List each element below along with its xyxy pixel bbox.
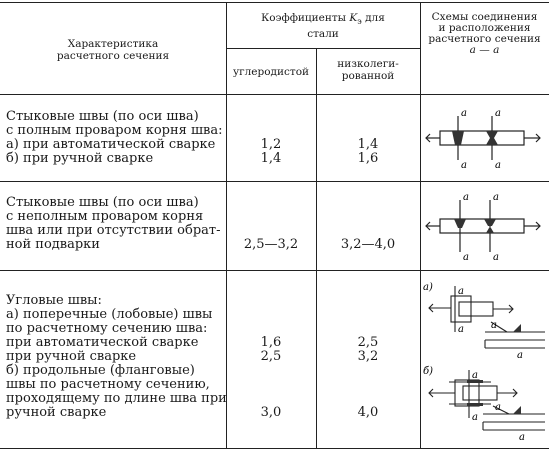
section-label-a: a: [461, 160, 467, 171]
scheme-tag-b: б): [423, 366, 434, 377]
row1-lowalloy-values: 1,4 1,6: [357, 137, 379, 166]
row3-lowalloy-values: 2,5 3,2 4,0: [357, 335, 379, 420]
section-label-a: a: [493, 252, 499, 263]
row3-description: Угловые швы: а) поперечные (лобовые) швы по расчетному сечению шва: при автоматической сварке при ручной сварке б) продольные (фланговые) швы по расчетному сечению, проходящему по длине шва при ручной сварке: [6, 293, 227, 420]
section-label-a: a: [458, 324, 464, 335]
row-divider-1: [0, 181, 549, 182]
butt-weld-full-penetration-diagram: [424, 98, 544, 178]
section-label-a: a: [495, 108, 501, 119]
row2-carbon-values: 2,5—3,2: [243, 237, 299, 252]
section-label-a: a: [493, 192, 499, 203]
header-bottom-border: [0, 94, 549, 95]
header-coefficients: Коэффициенты $K_э$ для стали: [261, 12, 385, 41]
section-label-a: a: [461, 108, 467, 119]
header-schemes: Схемы соединения и расположения расчетного сечения а — а: [428, 11, 541, 56]
row1-carbon-values: 1,2 1,4: [260, 137, 282, 166]
section-label-a: a: [491, 320, 497, 331]
row3-carbon-values: 1,6 2,5 3,0: [260, 335, 282, 420]
table-bottom-border: [0, 448, 549, 449]
section-label-a: a: [495, 402, 501, 413]
row1-description: Стыковые швы (по оси шва) с полным проваром корня шва: а) при автоматической сварке б) при ручной сварке: [6, 109, 223, 166]
section-label-a: a: [472, 412, 478, 423]
section-label-a: a: [472, 370, 478, 381]
header-divider-coef: [226, 48, 420, 49]
fillet-weld-diagrams: [421, 274, 549, 446]
section-label-a: a: [463, 252, 469, 263]
header-characteristic: Характеристика расчетного сечения: [56, 38, 170, 62]
table-top-border: [0, 2, 549, 3]
section-label-a: a: [458, 286, 464, 297]
butt-weld-incomplete-penetration-diagram: [424, 186, 544, 266]
section-label-a: a: [463, 192, 469, 203]
scheme-tag-a: а): [423, 282, 433, 293]
header-lowalloy-steel: низколеги- рованной: [337, 58, 399, 82]
section-label-a: a: [495, 160, 501, 171]
section-label-a: a: [517, 350, 523, 361]
header-carbon-steel: углеродистой: [232, 66, 310, 78]
row2-description: Стыковые швы (по оси шва) с неполным проваром корня шва или при отсутствии обрат- ной подварки: [6, 195, 221, 252]
row-divider-2: [0, 270, 549, 271]
section-label-a: a: [519, 432, 525, 443]
row2-lowalloy-values: 3,2—4,0: [340, 237, 396, 252]
